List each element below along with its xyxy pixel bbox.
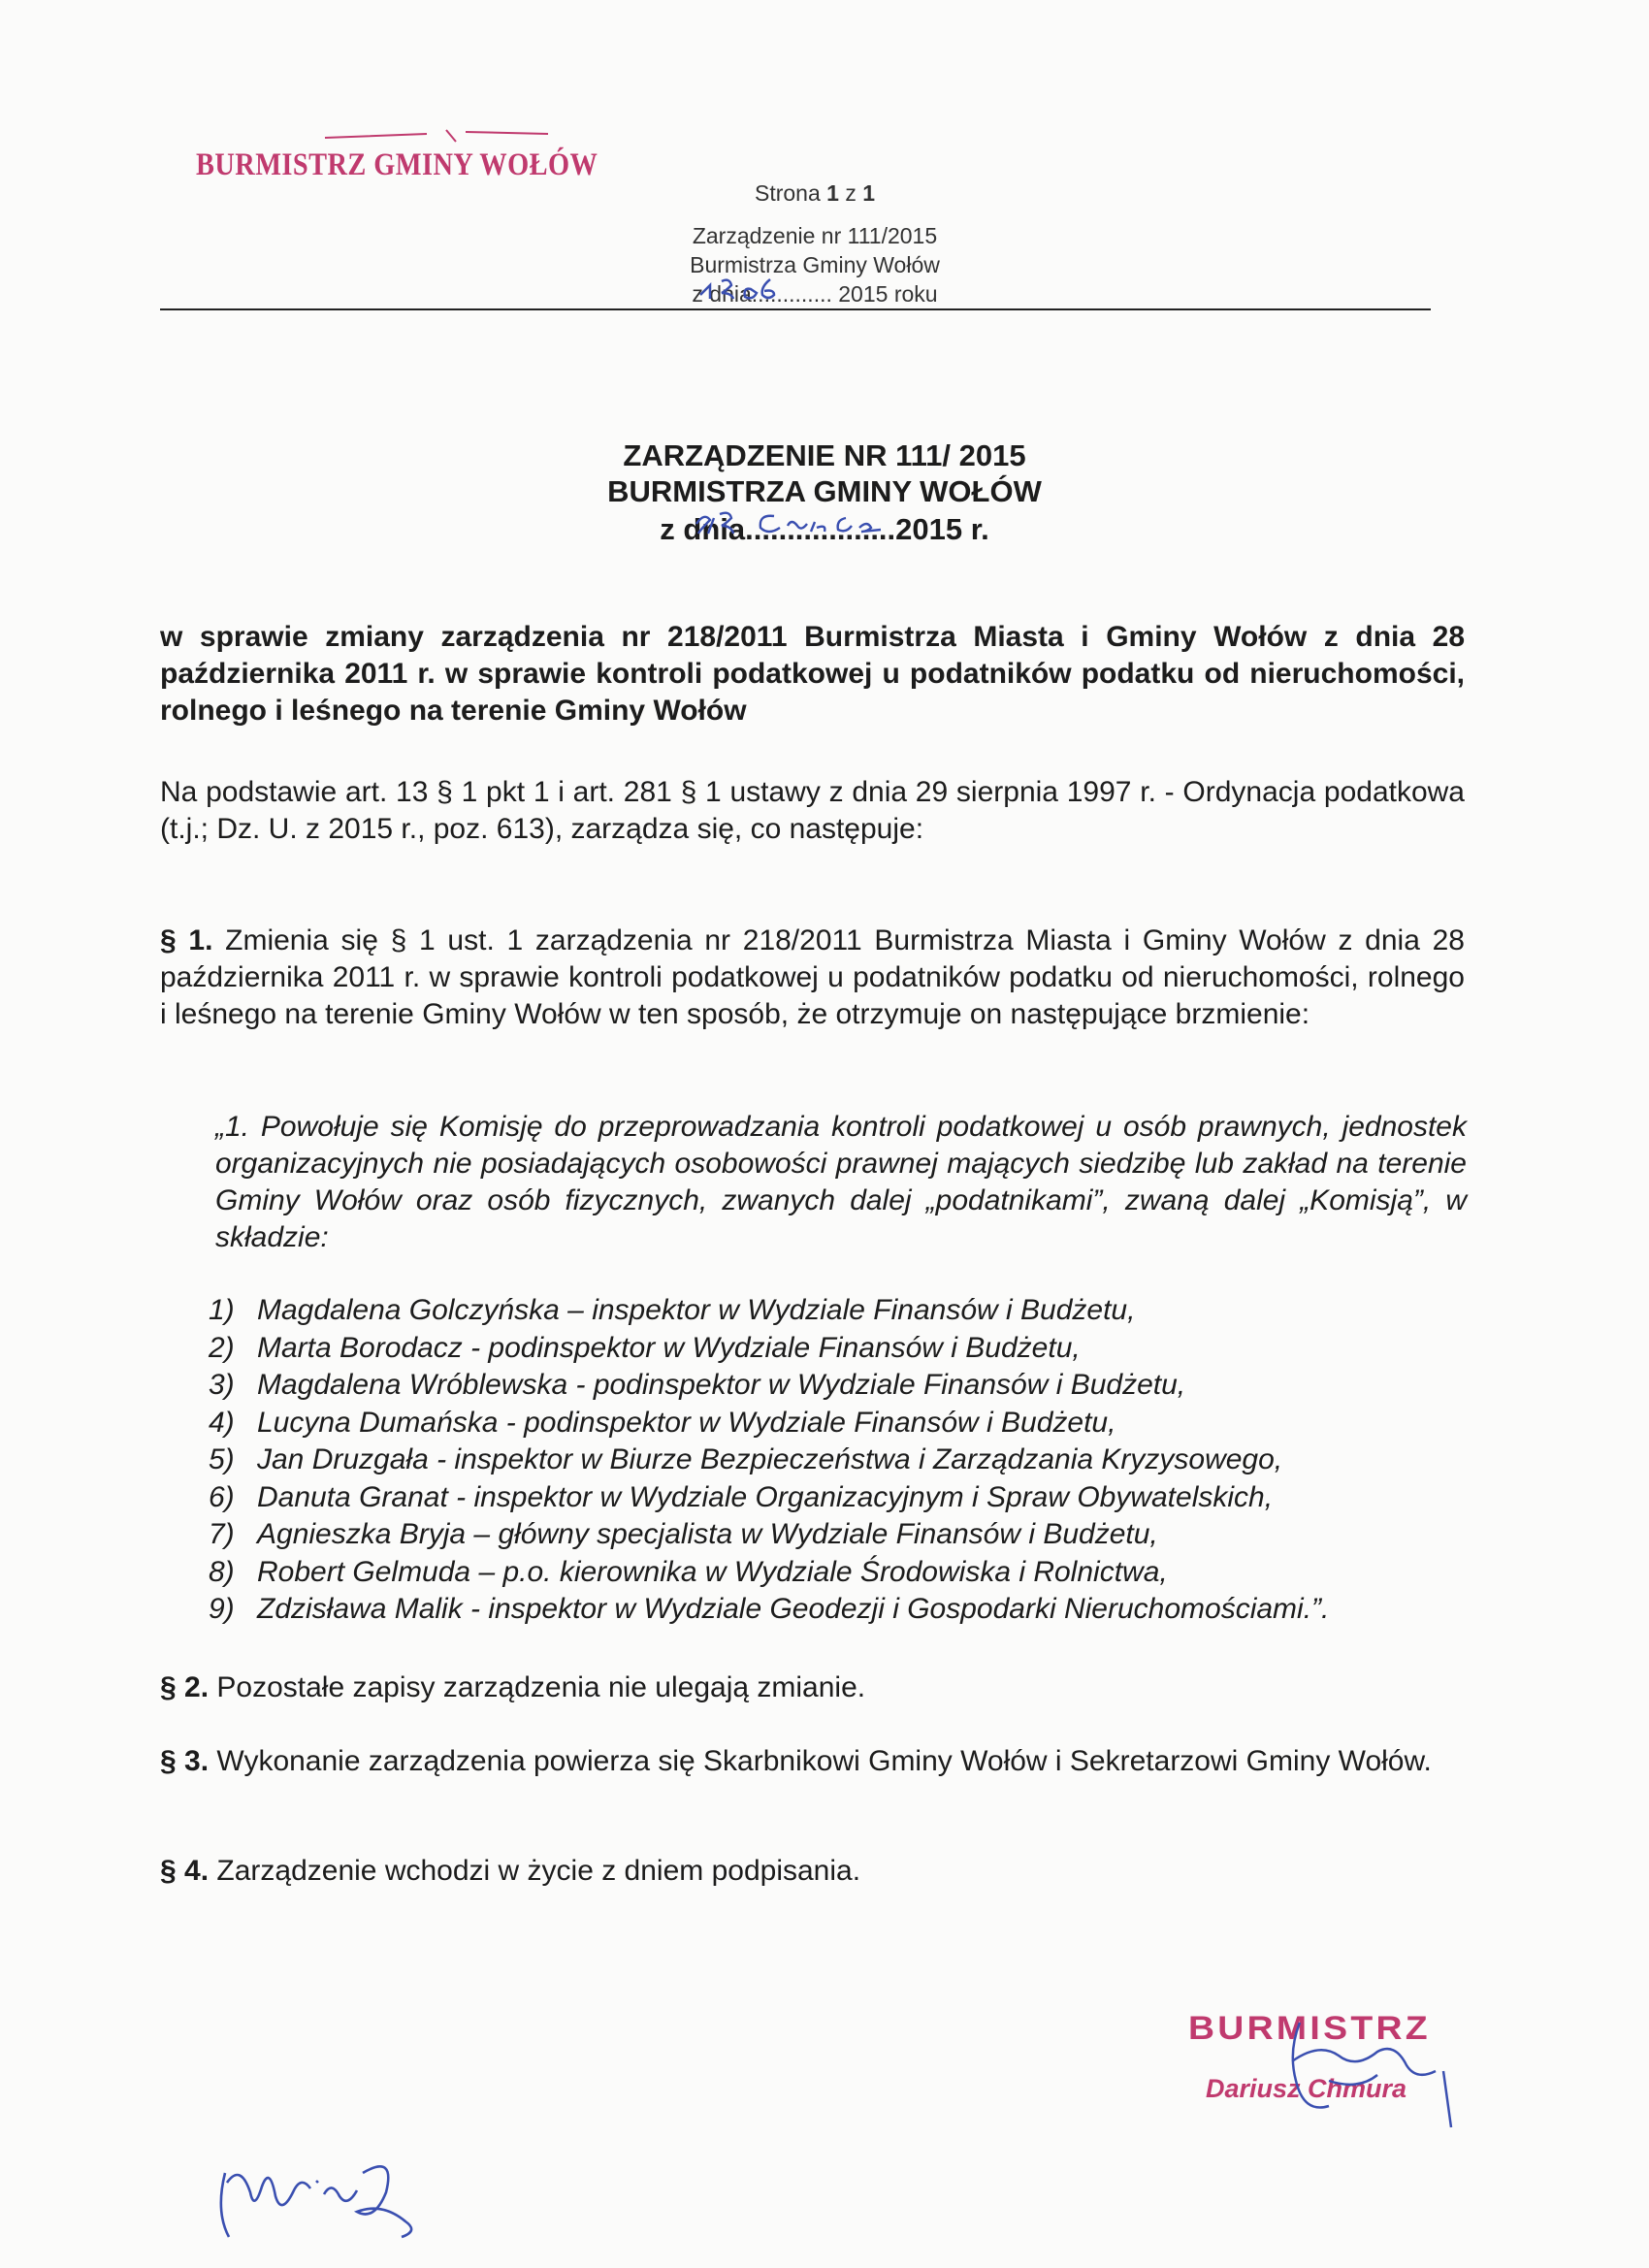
handwritten-date-title: [691, 504, 923, 543]
page-total: 1: [862, 180, 876, 206]
list-item: [209, 1405, 1470, 1442]
list-item-number: 6): [209, 1480, 235, 1513]
section-4-label: § 4.: [160, 1855, 210, 1887]
list-item: [209, 1554, 1470, 1592]
quoted-provision: „1. Powołuje się Komisję do przeprowadzania kontroli podatkowej u osób prawnych, jednostek organizacyjnych nie posiadających osobowości prawnej mających siedzibę lub zakład na terenie Gminy Wołów oraz osób fizycznych, zwanych dalej „podatnikami”, zwaną dalej „Komisją”, w składzie:: [215, 1111, 1467, 1253]
header-date-suffix: ... 2015 roku: [813, 281, 938, 307]
list-item-text: Agnieszka Bryja – główny specjalista w Wydziale Finansów i Budżetu,: [257, 1518, 1158, 1550]
list-item-text: Marta Borodacz - podinspektor w Wydziale Finansów i Budżetu,: [257, 1331, 1081, 1364]
handwritten-paraph: [211, 2144, 435, 2251]
handwritten-date-small: [696, 272, 803, 305]
section-3: [160, 1743, 1465, 1780]
title-date-dots: ..................: [745, 512, 896, 546]
list-item-text: Lucyna Dumańska - podinspektor w Wydziale Finansów i Budżetu,: [257, 1406, 1116, 1439]
header-issuer: Burmistrza Gminy Wołów: [690, 252, 940, 277]
header-date: [543, 281, 1086, 308]
list-item: [209, 1479, 1470, 1517]
page-label: Strona: [754, 180, 821, 206]
title-line-2: BURMISTRZA GMINY WOŁÓW: [607, 474, 1042, 508]
handwritten-signature: [1271, 2013, 1465, 2139]
list-item-number: 9): [209, 1593, 235, 1625]
list-item: [209, 1442, 1470, 1479]
section-4-text: Zarządzenie wchodzi w życie z dniem podpisania.: [216, 1855, 861, 1887]
header-divider: [160, 308, 1431, 310]
title-date-prefix: z dnia: [660, 512, 746, 546]
issuer-stamp: BURMISTRZ GMINY WOŁÓW: [196, 147, 598, 182]
section-1-text: Zmienia się § 1 ust. 1 zarządzenia nr 218/2011 Burmistrza Miasta i Gminy Wołów z dnia 28 października 2011 r. w sprawie kontroli podatkowej u podatników podatku od nieruchomości, rolnego i leśnego na terenie Gminy Wołów w ten sposób, że otrzymuje on następujące brzmienie:: [160, 924, 1465, 1030]
list-item: [209, 1330, 1470, 1368]
header-date-prefix: z dnia: [692, 281, 752, 307]
list-item-number: 5): [209, 1443, 235, 1475]
list-item-text: Magdalena Wróblewska - podinspektor w Wydziale Finansów i Budżetu,: [257, 1369, 1186, 1401]
title-date-suffix: 2015 r.: [895, 512, 989, 546]
section-2-text: Pozostałe zapisy zarządzenia nie ulegają zmianie.: [216, 1671, 866, 1703]
header-date-dots: ..........: [751, 281, 814, 307]
section-1-label: § 1.: [160, 924, 213, 956]
list-item-number: 8): [209, 1555, 235, 1588]
page-sep: z: [845, 180, 857, 206]
signature-stamp-title: BURMISTRZ: [1188, 2010, 1431, 2047]
list-item-number: 7): [209, 1518, 235, 1550]
signature-stamp-name: Dariusz Chmura: [1206, 2074, 1407, 2103]
list-item: [209, 1292, 1470, 1330]
legal-basis-paragraph: Na podstawie art. 13 § 1 pkt 1 i art. 281 § 1 ustawy z dnia 29 sierpnia 1997 r. - Ordynacja podatkowa (t.j.; Dz. U. z 2015 r., poz. 613), zarządza się, co następuje:: [160, 776, 1465, 845]
list-item: [209, 1591, 1470, 1629]
list-item-text: Magdalena Golczyńska – inspektor w Wydziale Finansów i Budżetu,: [257, 1294, 1136, 1326]
stamp-mark-decoration: [320, 124, 553, 147]
section-1: [160, 923, 1465, 1033]
list-item-text: Zdzisława Malik - inspektor w Wydziale Geodezji i Gospodarki Nieruchomościami.”.: [257, 1593, 1330, 1625]
section-2-label: § 2.: [160, 1671, 210, 1703]
list-item-number: 4): [209, 1406, 235, 1439]
section-4: [160, 1853, 1465, 1890]
section-2: [160, 1669, 1465, 1706]
subject-paragraph: w sprawie zmiany zarządzenia nr 218/2011 Burmistrza Miasta i Gminy Wołów z dnia 28 października 2011 r. w sprawie kontroli podatkowej u podatników podatku od nieruchomości, rolnego i leśnego na terenie Gminy Wołów: [160, 621, 1465, 727]
list-item-text: Danuta Granat - inspektor w Wydziale Organizacyjnym i Spraw Obywatelskich,: [257, 1480, 1274, 1513]
list-item: [209, 1516, 1470, 1554]
list-item-text: Jan Druzgała - inspektor w Biurze Bezpieczeństwa i Zarządzania Kryzysowego,: [257, 1443, 1283, 1475]
list-item-number: 2): [209, 1331, 235, 1364]
list-item-number: 1): [209, 1294, 235, 1326]
list-item: [209, 1367, 1470, 1405]
section-3-text: Wykonanie zarządzenia powierza się Skarbnikowi Gminy Wołów i Sekretarzowi Gminy Wołów.: [216, 1745, 1432, 1777]
page-number: [543, 180, 1086, 207]
section-3-label: § 3.: [160, 1745, 210, 1777]
title-line-1: ZARZĄDZENIE NR 111/ 2015: [623, 438, 1026, 472]
list-item-number: 3): [209, 1369, 235, 1401]
list-item-text: Robert Gelmuda – p.o. kierownika w Wydziale Środowiska i Rolnictwa,: [257, 1555, 1168, 1588]
header-doc-ref: Zarządzenie nr 111/2015: [692, 223, 938, 248]
committee-members-list: [209, 1292, 1470, 1629]
page-current: 1: [826, 180, 839, 206]
